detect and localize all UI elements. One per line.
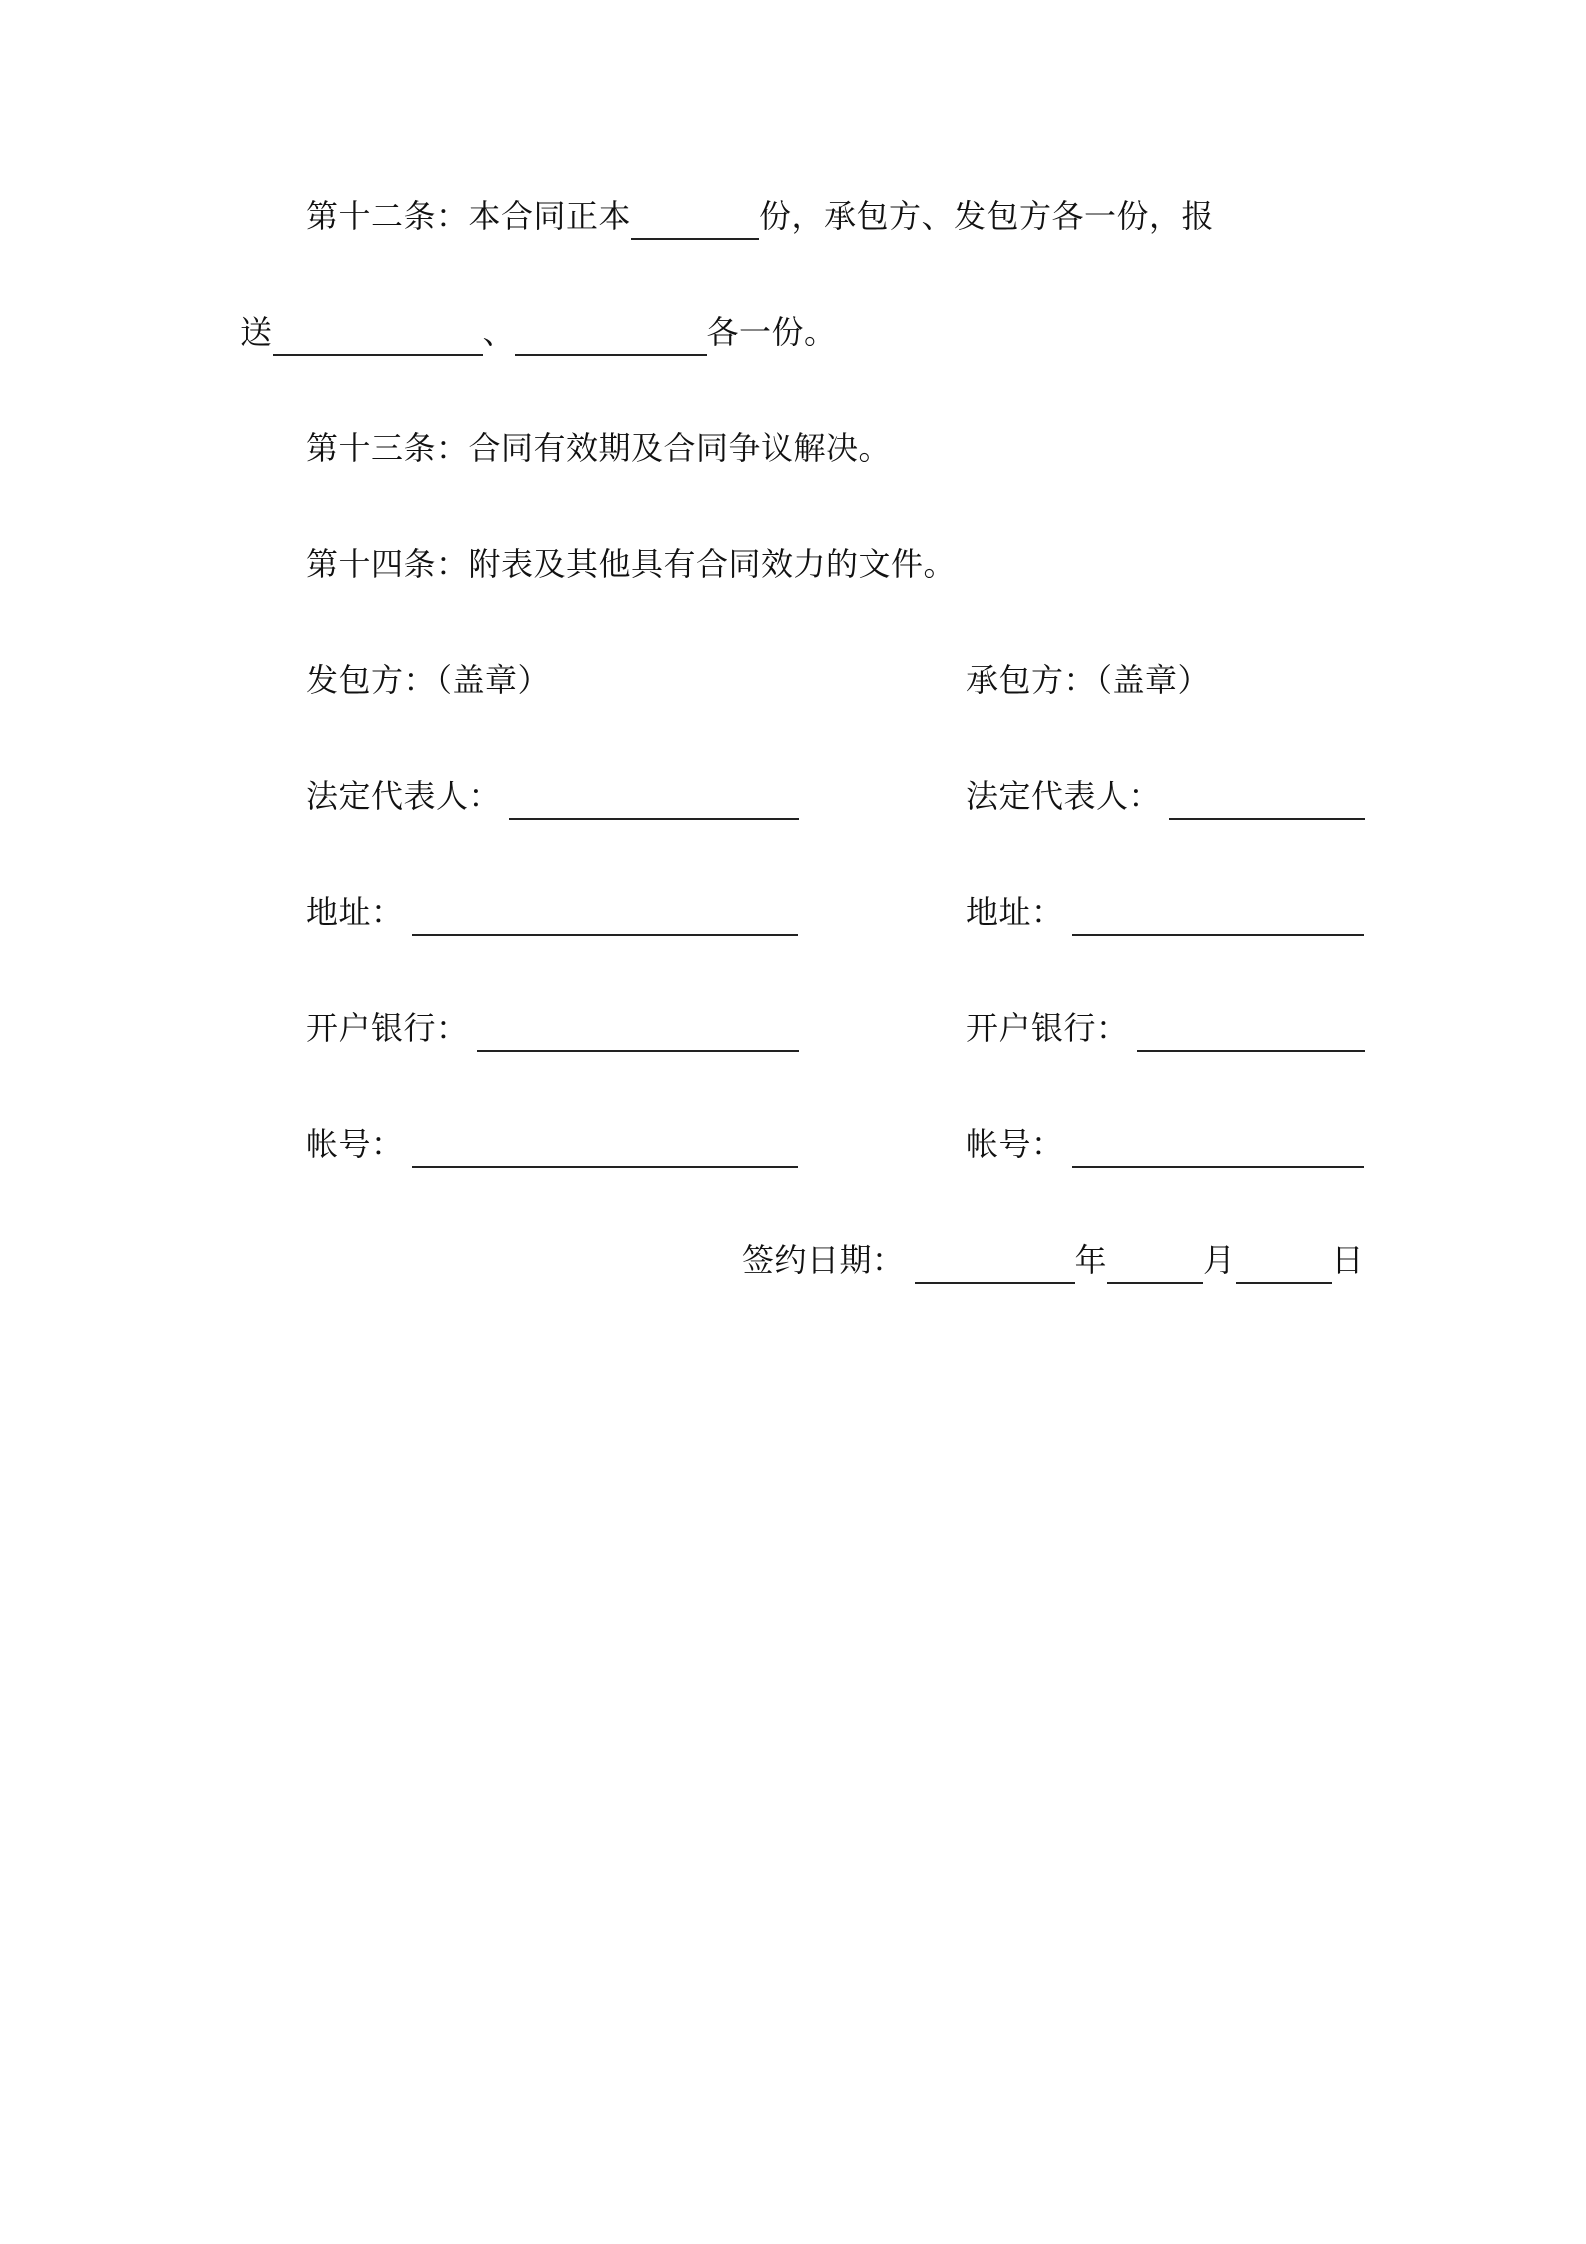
contractor-address-blank[interactable] — [1072, 900, 1364, 936]
employer-legal-rep-blank[interactable] — [509, 784, 799, 820]
signing-year-blank[interactable] — [915, 1248, 1075, 1284]
contractor-account-blank[interactable] — [1072, 1132, 1364, 1168]
article-14 — [306, 544, 956, 584]
signing-day-blank[interactable] — [1236, 1248, 1332, 1284]
employer-title — [306, 660, 550, 700]
employer-account — [306, 1124, 798, 1164]
employer-bank-label: 开户银行： — [306, 1009, 469, 1047]
contractor-legal-rep-label: 法定代表人： — [966, 777, 1162, 815]
employer-bank — [306, 1008, 799, 1048]
signing-year-label: 年 — [1074, 1241, 1108, 1279]
contractor-title-text: 承包方：（盖章） — [966, 661, 1211, 699]
signing-day-label: 日 — [1331, 1241, 1365, 1279]
employer-title-text: 发包方：（盖章） — [306, 661, 551, 699]
contractor-legal-rep-blank[interactable] — [1169, 784, 1365, 820]
contractor-bank — [966, 1008, 1365, 1048]
contractor-address-label: 地址： — [966, 893, 1064, 931]
contractor-title — [966, 660, 1210, 700]
article-12-text-2: 份，承包方、发包方各一份，报 — [759, 197, 1215, 235]
contractor-bank-blank[interactable] — [1137, 1016, 1365, 1052]
article-12-send-label: 送 — [240, 313, 273, 351]
signing-month-label: 月 — [1203, 1241, 1236, 1279]
recipient-2-blank[interactable] — [515, 320, 707, 356]
contractor-bank-label: 开户银行： — [966, 1009, 1129, 1047]
article-12-text-1: 第十二条：本合同正本 — [306, 197, 632, 235]
employer-address — [306, 892, 798, 932]
contractor-account — [966, 1124, 1364, 1164]
employer-legal-rep-label: 法定代表人： — [306, 777, 502, 815]
employer-legal-rep — [306, 776, 799, 816]
employer-address-label: 地址： — [306, 893, 404, 931]
contractor-account-label: 帐号： — [966, 1125, 1064, 1163]
article-14-text: 第十四条：附表及其他具有合同效力的文件。 — [306, 545, 957, 583]
employer-account-blank[interactable] — [412, 1132, 798, 1168]
employer-bank-blank[interactable] — [477, 1016, 799, 1052]
recipient-1-blank[interactable] — [273, 320, 483, 356]
article-12-line-2 — [240, 312, 837, 352]
article-12-end-text: 各一份。 — [706, 313, 837, 351]
article-13 — [306, 428, 891, 468]
employer-address-blank[interactable] — [412, 900, 798, 936]
employer-account-label: 帐号： — [306, 1125, 404, 1163]
signing-date-label: 签约日期： — [742, 1241, 905, 1279]
signing-month-blank[interactable] — [1107, 1248, 1203, 1284]
signing-date — [742, 1240, 1364, 1280]
article-13-text: 第十三条：合同有效期及合同争议解决。 — [306, 429, 892, 467]
article-12-line-1 — [306, 196, 1214, 236]
contractor-address — [966, 892, 1364, 932]
copies-count-blank[interactable] — [631, 204, 759, 240]
contractor-legal-rep — [966, 776, 1365, 816]
article-12-separator: 、 — [482, 313, 516, 351]
